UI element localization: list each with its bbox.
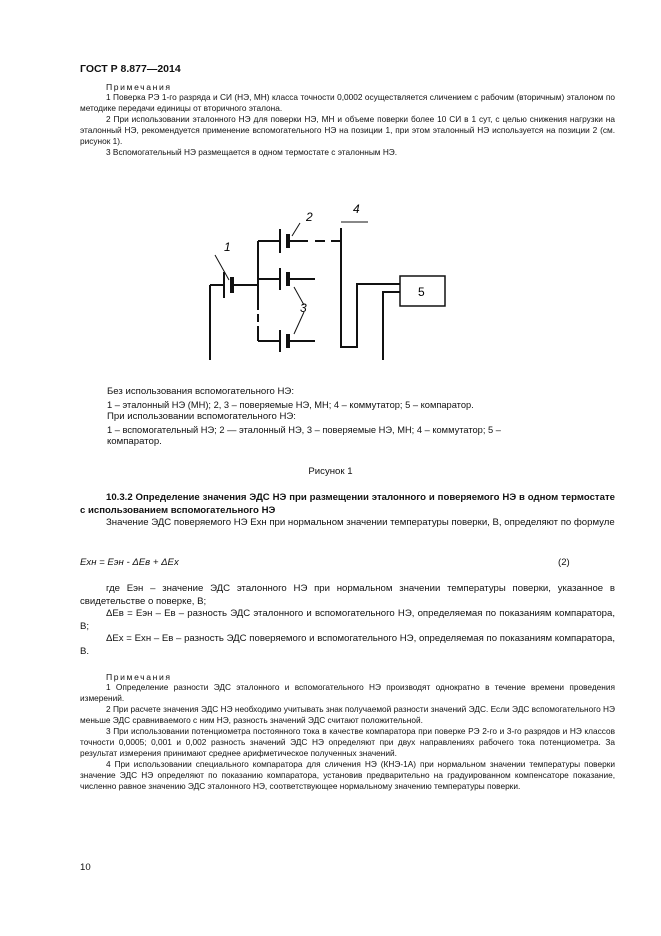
label-3: 3 — [300, 301, 307, 315]
formula-number: (2) — [558, 557, 570, 568]
circuit-wire — [210, 285, 400, 360]
document-id: ГОСТ Р 8.877—2014 — [80, 63, 181, 75]
where-item: где Eэн – значение ЭДС эталонного НЭ при нормальном значении температуры поверки, указанное в свидетельстве о поверке, В; — [80, 583, 615, 607]
notes-block-1 — [80, 82, 615, 158]
legend-line: 1 – эталонный НЭ (МН); 2, 3 – поверяемые НЭ, МН; 4 – коммутатор; 5 – компаратор. — [107, 399, 474, 410]
note-item: 3 При использовании потенциометра постоянного тока в качестве компаратора при поверке РЭ 2-го и 3-го разрядов и НЭ классов точности 0,0005; 0,001 и 0,002 разность значений ЭДС НЭ определяют при двух направлениях рабочего тока потенциометра. За результат измерения принимают среднее арифметическое полученных значений. — [80, 726, 615, 758]
figure-legend — [107, 386, 617, 449]
label-1: 1 — [224, 240, 231, 254]
circuit-diagram — [0, 195, 661, 360]
notes-title: Примечания — [106, 82, 172, 92]
note-item: 1 Определение разности ЭДС эталонного и вспомогательного НЭ производят однократно в течение времени проведения измерений. — [80, 682, 615, 703]
leader-line — [294, 312, 304, 334]
note-item: 3 Вспомогательный НЭ размещается в одном термостате с эталонным НЭ. — [106, 147, 398, 157]
switch-commutator — [341, 228, 400, 347]
figure-caption: Рисунок 1 — [308, 466, 353, 477]
label-4: 4 — [353, 202, 360, 216]
formula: Eхн = Eэн - ΔEв + ΔEx — [80, 557, 179, 568]
legend-line: При использовании вспомогательного НЭ: — [107, 411, 296, 423]
note-item: 1 Поверка РЭ 1-го разряда и СИ (НЭ, МН) класса точности 0,0002 осуществляется сличением с рабочим (вторичным) эталоном по методике передачи единицы от вторичного эталона. — [80, 92, 615, 113]
section-heading: 10.3.2 Определение значения ЭДС НЭ при размещении эталонного и поверяемого НЭ в одном термостате с использованием вспомогательного НЭ — [80, 492, 615, 516]
where-item: ΔEв = Eэн – Eв – разность ЭДС эталонного и вспомогательного НЭ, определяемая по показаниям компаратора, В; — [80, 608, 615, 632]
legend-line: 1 – вспомогательный НЭ; 2 — эталонный НЭ, 3 – поверяемые НЭ, МН; 4 – коммутатор; 5 – — [107, 424, 501, 435]
leader-line — [292, 223, 300, 236]
note-item: 4 При использовании специального компаратора для сличения НЭ (КНЭ-1А) при нормальном значении температуры поверки значение ЭДС НЭ определяют по показанию компаратора, установив предварительно на градуированном компенсаторе показание, численно равное значению ЭДС эталонного НЭ, соответствующее нормальному значению температуры поверки. — [80, 759, 615, 791]
section-10-3-2 — [80, 492, 615, 530]
note-item: 2 При расчете значения ЭДС НЭ необходимо учитывать знак получаемой разности значений ЭДС. Если ЭДС вспомогательного НЭ меньше ЭДС сравниваемого с ним НЭ, разность значений ЭДС считают положительной. — [80, 704, 615, 725]
notes-title: Примечания — [106, 672, 172, 682]
leader-line — [215, 255, 229, 280]
label-5: 5 — [418, 285, 425, 299]
where-item: ΔEx = Eхн – Eв – разность ЭДС поверяемого и вспомогательного НЭ, определяемая по показаниям компаратора, В. — [80, 633, 615, 657]
note-item: 2 При использовании эталонного НЭ для поверки НЭ, МН и объеме поверки более 10 СИ в 1 сут, с целью снижения нагрузки на эталонный НЭ, рекомендуется применение вспомогательного НЭ на позиции 1, при этом эталонный НЭ используется на позиции 2 (см. рисунок 1). — [80, 114, 615, 146]
page-number: 10 — [80, 862, 91, 873]
section-intro: Значение ЭДС поверяемого НЭ Eхн при нормальном значении температуры поверки, В, определяют по формуле — [106, 517, 615, 529]
notes-block-2 — [80, 672, 615, 792]
legend-line: Без использования вспомогательного НЭ: — [107, 386, 294, 397]
formula-explanation — [80, 583, 615, 659]
legend-line: компаратор. — [107, 436, 162, 448]
label-2: 2 — [306, 210, 313, 224]
